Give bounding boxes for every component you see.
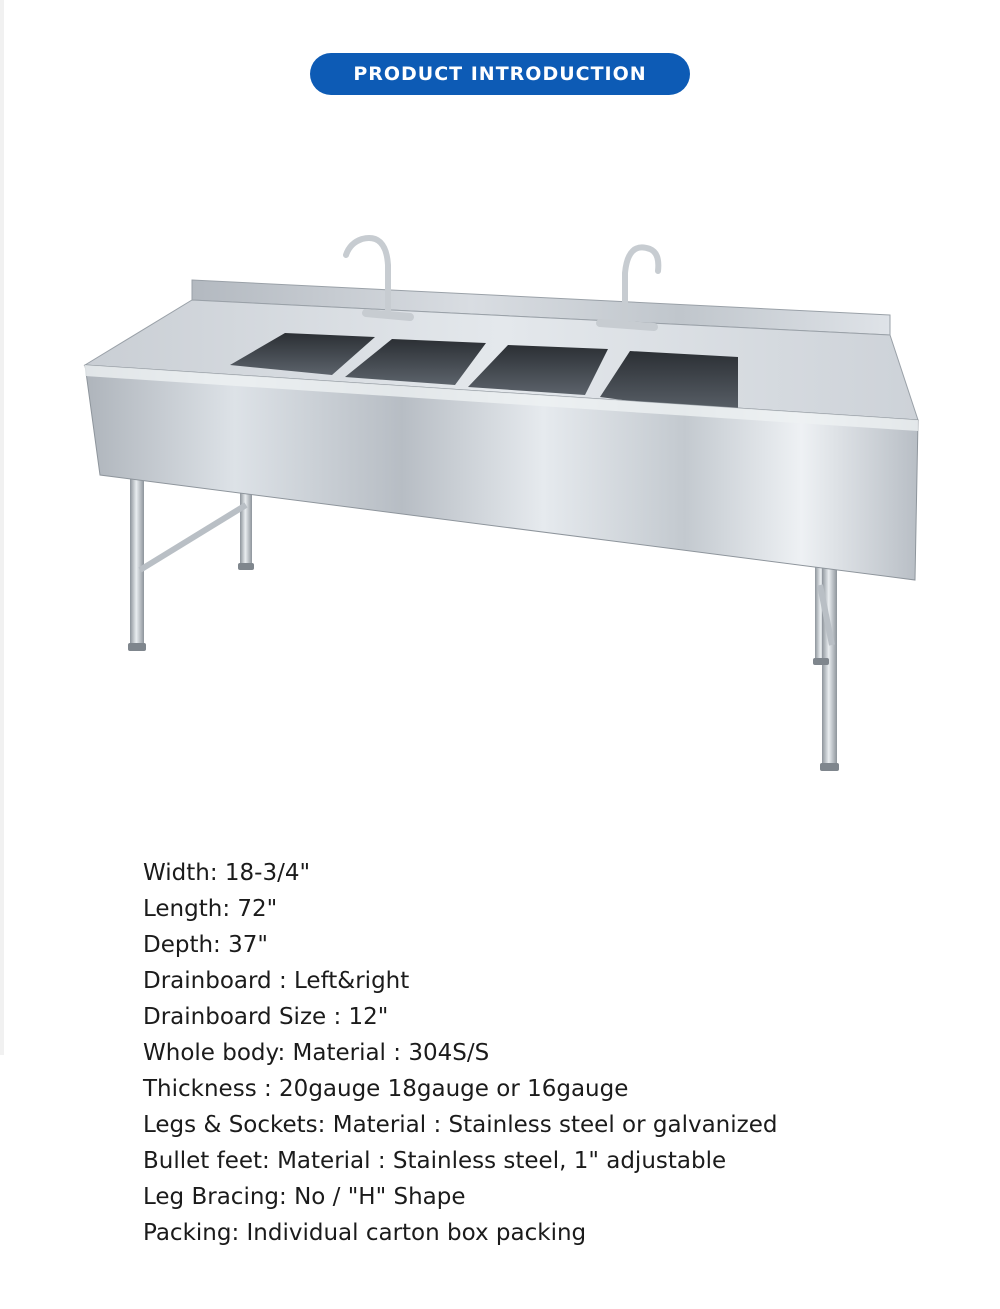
left-leg-brace: [140, 505, 246, 570]
spec-list: [143, 855, 777, 1251]
sink-product-image: [70, 225, 930, 785]
spec-packing: Packing: Individual carton box packing: [143, 1220, 587, 1246]
spec-drainboard: Drainboard : Left&right: [143, 968, 410, 994]
spec-drainboard-size: Drainboard Size : 12": [143, 1004, 389, 1030]
spec-whole-body-material: Whole body: Material : 304S/S: [143, 1040, 490, 1066]
product-introduction-badge: [310, 53, 690, 95]
spec-thickness: Thickness : 20gauge 18gauge or 16gauge: [143, 1076, 629, 1102]
spec-depth: Depth: 37": [143, 932, 268, 958]
spec-width: Width: 18-3/4": [143, 860, 311, 886]
spec-length: Length: 72": [143, 896, 278, 922]
spec-bullet-feet: Bullet feet: Material : Stainless steel, 1" adjustable: [143, 1148, 727, 1174]
spec-legs-sockets: Legs & Sockets: Material : Stainless steel or galvanized: [143, 1112, 778, 1138]
spec-leg-bracing: Leg Bracing: No / "H" Shape: [143, 1184, 466, 1210]
badge-label: PRODUCT INTRODUCTION: [353, 63, 647, 85]
left-edge-rule: [0, 0, 4, 1055]
